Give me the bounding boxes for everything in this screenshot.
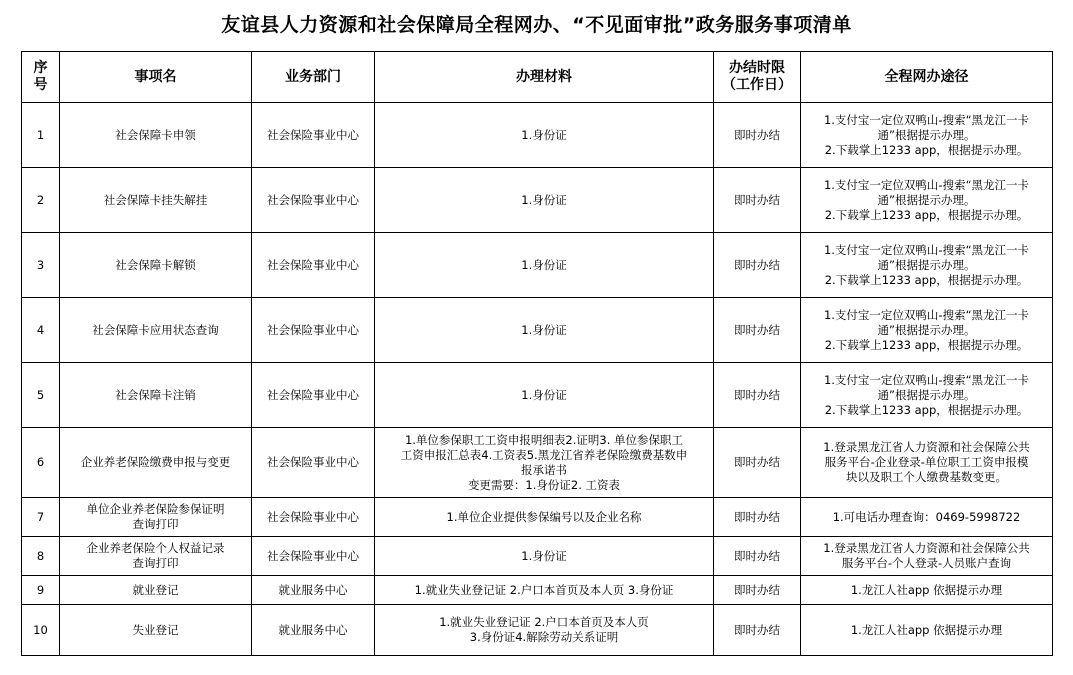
cell-route-line: 1.支付宝一定位双鸭山-搜索“黑龙江一卡 xyxy=(823,112,1030,127)
cell-dept: 社会保险事业中心 xyxy=(252,233,375,298)
cell-route-line: 1.登录黑龙江省人力资源和社会保障公共 xyxy=(823,440,1030,454)
cell-materials xyxy=(375,498,714,537)
cell-dept: 社会保险事业中心 xyxy=(252,498,375,537)
cell-item-line: 社会保障卡申领 xyxy=(115,127,196,142)
cell-route-line: 服务平台-企业登录-单位职工工资申报模 xyxy=(824,455,1029,469)
cell-route xyxy=(801,298,1053,363)
cell-route-line: 通”根据提示办理。 xyxy=(877,192,976,207)
cell-materials-line: 1.身份证 xyxy=(521,127,567,142)
cell-item-line: 查询打印 xyxy=(132,517,179,531)
cell-materials xyxy=(375,576,714,605)
cell-item-line: 失业登记 xyxy=(132,622,179,637)
cell-time: 即时办结 xyxy=(714,233,801,298)
cell-route-line: 通”根据提示办理。 xyxy=(877,127,976,142)
cell-item xyxy=(60,605,252,656)
header-route: 全程网办途径 xyxy=(801,52,1053,103)
cell-route-line: 块以及职工个人缴费基数变更。 xyxy=(846,470,1007,484)
cell-route-line: 通”根据提示办理。 xyxy=(877,387,976,402)
header-materials: 办理材料 xyxy=(375,52,714,103)
cell-route-line: 2.下载掌上1233 app，根据提示办理。 xyxy=(824,142,1029,157)
cell-route-line: 1.支付宝一定位双鸭山-搜索“黑龙江一卡 xyxy=(823,307,1030,322)
cell-item xyxy=(60,103,252,168)
cell-route-line: 1.龙江人社app 依据提示办理 xyxy=(850,622,1003,637)
table-row xyxy=(22,103,1053,168)
header-item: 事项名 xyxy=(60,52,252,103)
cell-seq: 9 xyxy=(22,576,60,605)
cell-item-line: 社会保障卡应用状态查询 xyxy=(92,322,219,337)
cell-dept: 社会保险事业中心 xyxy=(252,103,375,168)
cell-seq: 6 xyxy=(22,428,60,498)
cell-route-line: 2.下载掌上1233 app，根据提示办理。 xyxy=(824,402,1029,417)
cell-route xyxy=(801,428,1053,498)
cell-seq: 10 xyxy=(22,605,60,656)
cell-route xyxy=(801,537,1053,576)
cell-materials xyxy=(375,363,714,428)
cell-route xyxy=(801,233,1053,298)
cell-materials xyxy=(375,233,714,298)
cell-route xyxy=(801,363,1053,428)
cell-route xyxy=(801,103,1053,168)
cell-item xyxy=(60,576,252,605)
page-title: 友谊县人力资源和社会保障局全程网办、“不见面审批”政务服务事项清单 xyxy=(221,14,852,36)
cell-dept: 社会保险事业中心 xyxy=(252,168,375,233)
cell-route-line: 服务平台-个人登录-人员账户查询 xyxy=(841,556,1012,570)
table-row xyxy=(22,605,1053,656)
cell-route-line: 1.可电话办理查询：0469-5998722 xyxy=(832,509,1021,524)
cell-materials-line: 3.身份证4.解除劳动关系证明 xyxy=(469,630,619,644)
cell-dept: 社会保险事业中心 xyxy=(252,537,375,576)
cell-materials xyxy=(375,298,714,363)
cell-route-line: 2.下载掌上1233 app，根据提示办理。 xyxy=(824,272,1029,287)
cell-materials-line: 1.单位参保职工工资申报明细表2.证明3. 单位参保职工 xyxy=(404,432,684,447)
cell-route-line: 2.下载掌上1233 app，根据提示办理。 xyxy=(824,207,1029,222)
cell-item-line: 企业养老保险个人权益记录 xyxy=(86,541,225,555)
cell-materials-line: 1.身份证 xyxy=(521,387,567,402)
cell-seq: 2 xyxy=(22,168,60,233)
cell-item xyxy=(60,498,252,537)
cell-item xyxy=(60,233,252,298)
cell-seq: 5 xyxy=(22,363,60,428)
cell-materials xyxy=(375,428,714,498)
cell-materials-line: 工资申报汇总表4.工资表5.黑龙江省养老保险缴费基数申 xyxy=(400,447,688,462)
cell-item-line: 社会保障卡解锁 xyxy=(115,257,196,272)
cell-materials xyxy=(375,168,714,233)
cell-materials-line: 报承诺书 xyxy=(521,462,567,477)
cell-item-line: 查询打印 xyxy=(132,556,179,570)
table-row xyxy=(22,428,1053,498)
cell-route-line: 通”根据提示办理。 xyxy=(877,257,976,272)
cell-item-line: 社会保障卡挂失解挂 xyxy=(103,192,208,207)
cell-dept: 社会保险事业中心 xyxy=(252,298,375,363)
table-row xyxy=(22,576,1053,605)
cell-seq: 1 xyxy=(22,103,60,168)
cell-dept: 社会保险事业中心 xyxy=(252,363,375,428)
cell-dept: 就业服务中心 xyxy=(252,576,375,605)
cell-route-line: 1.支付宝一定位双鸭山-搜索“黑龙江一卡 xyxy=(823,372,1030,387)
cell-route-line: 1.龙江人社app 依据提示办理 xyxy=(850,582,1003,597)
cell-seq: 3 xyxy=(22,233,60,298)
cell-materials-line: 1.就业失业登记证 2.户口本首页及本人页 xyxy=(439,615,649,629)
cell-seq: 8 xyxy=(22,537,60,576)
cell-materials xyxy=(375,605,714,656)
cell-item xyxy=(60,537,252,576)
cell-seq: 7 xyxy=(22,498,60,537)
cell-materials-line: 1.身份证 xyxy=(521,192,567,207)
cell-item-line: 就业登记 xyxy=(132,582,179,597)
cell-time: 即时办结 xyxy=(714,363,801,428)
table-row xyxy=(22,233,1053,298)
table-row xyxy=(22,298,1053,363)
cell-dept: 社会保险事业中心 xyxy=(252,428,375,498)
cell-route-line: 2.下载掌上1233 app，根据提示办理。 xyxy=(824,337,1029,352)
cell-item-line: 企业养老保险缴费申报与变更 xyxy=(80,455,231,469)
cell-time: 即时办结 xyxy=(714,576,801,605)
cell-item-line: 单位企业养老保险参保证明 xyxy=(86,502,225,516)
cell-time: 即时办结 xyxy=(714,498,801,537)
table-row xyxy=(22,168,1053,233)
cell-materials-line: 1.身份证 xyxy=(521,322,567,337)
cell-seq: 4 xyxy=(22,298,60,363)
cell-route-line: 1.支付宝一定位双鸭山-搜索“黑龙江一卡 xyxy=(823,177,1030,192)
cell-materials-line: 1.身份证 xyxy=(521,548,567,563)
cell-item xyxy=(60,168,252,233)
header-dept: 业务部门 xyxy=(252,52,375,103)
cell-item xyxy=(60,428,252,498)
table-row xyxy=(22,498,1053,537)
cell-item xyxy=(60,363,252,428)
cell-dept: 就业服务中心 xyxy=(252,605,375,656)
cell-materials-line: 1.单位企业提供参保编号以及企业名称 xyxy=(446,509,642,524)
cell-materials-line: 变更需要：1.身份证2. 工资表 xyxy=(467,477,621,492)
cell-route xyxy=(801,605,1053,656)
cell-time: 即时办结 xyxy=(714,537,801,576)
cell-materials xyxy=(375,537,714,576)
header-seq: 序 号 xyxy=(22,52,60,103)
table-row xyxy=(22,363,1053,428)
cell-time: 即时办结 xyxy=(714,168,801,233)
cell-route xyxy=(801,576,1053,605)
cell-materials xyxy=(375,103,714,168)
table-row xyxy=(22,537,1053,576)
cell-route xyxy=(801,168,1053,233)
header-time: 办结时限 （工作日） xyxy=(714,52,801,103)
service-items-table xyxy=(21,51,1053,656)
cell-time: 即时办结 xyxy=(714,103,801,168)
table-header-row xyxy=(22,52,1053,103)
cell-item-line: 社会保障卡注销 xyxy=(115,387,196,402)
cell-time: 即时办结 xyxy=(714,605,801,656)
cell-route xyxy=(801,498,1053,537)
cell-materials-line: 1.就业失业登记证 2.户口本首页及本人页 3.身份证 xyxy=(414,582,674,597)
cell-time: 即时办结 xyxy=(714,428,801,498)
cell-route-line: 1.登录黑龙江省人力资源和社会保障公共 xyxy=(823,541,1030,555)
cell-item xyxy=(60,298,252,363)
cell-materials-line: 1.身份证 xyxy=(521,257,567,272)
cell-route-line: 1.支付宝一定位双鸭山-搜索“黑龙江一卡 xyxy=(823,242,1030,257)
cell-route-line: 通”根据提示办理。 xyxy=(877,322,976,337)
cell-time: 即时办结 xyxy=(714,298,801,363)
